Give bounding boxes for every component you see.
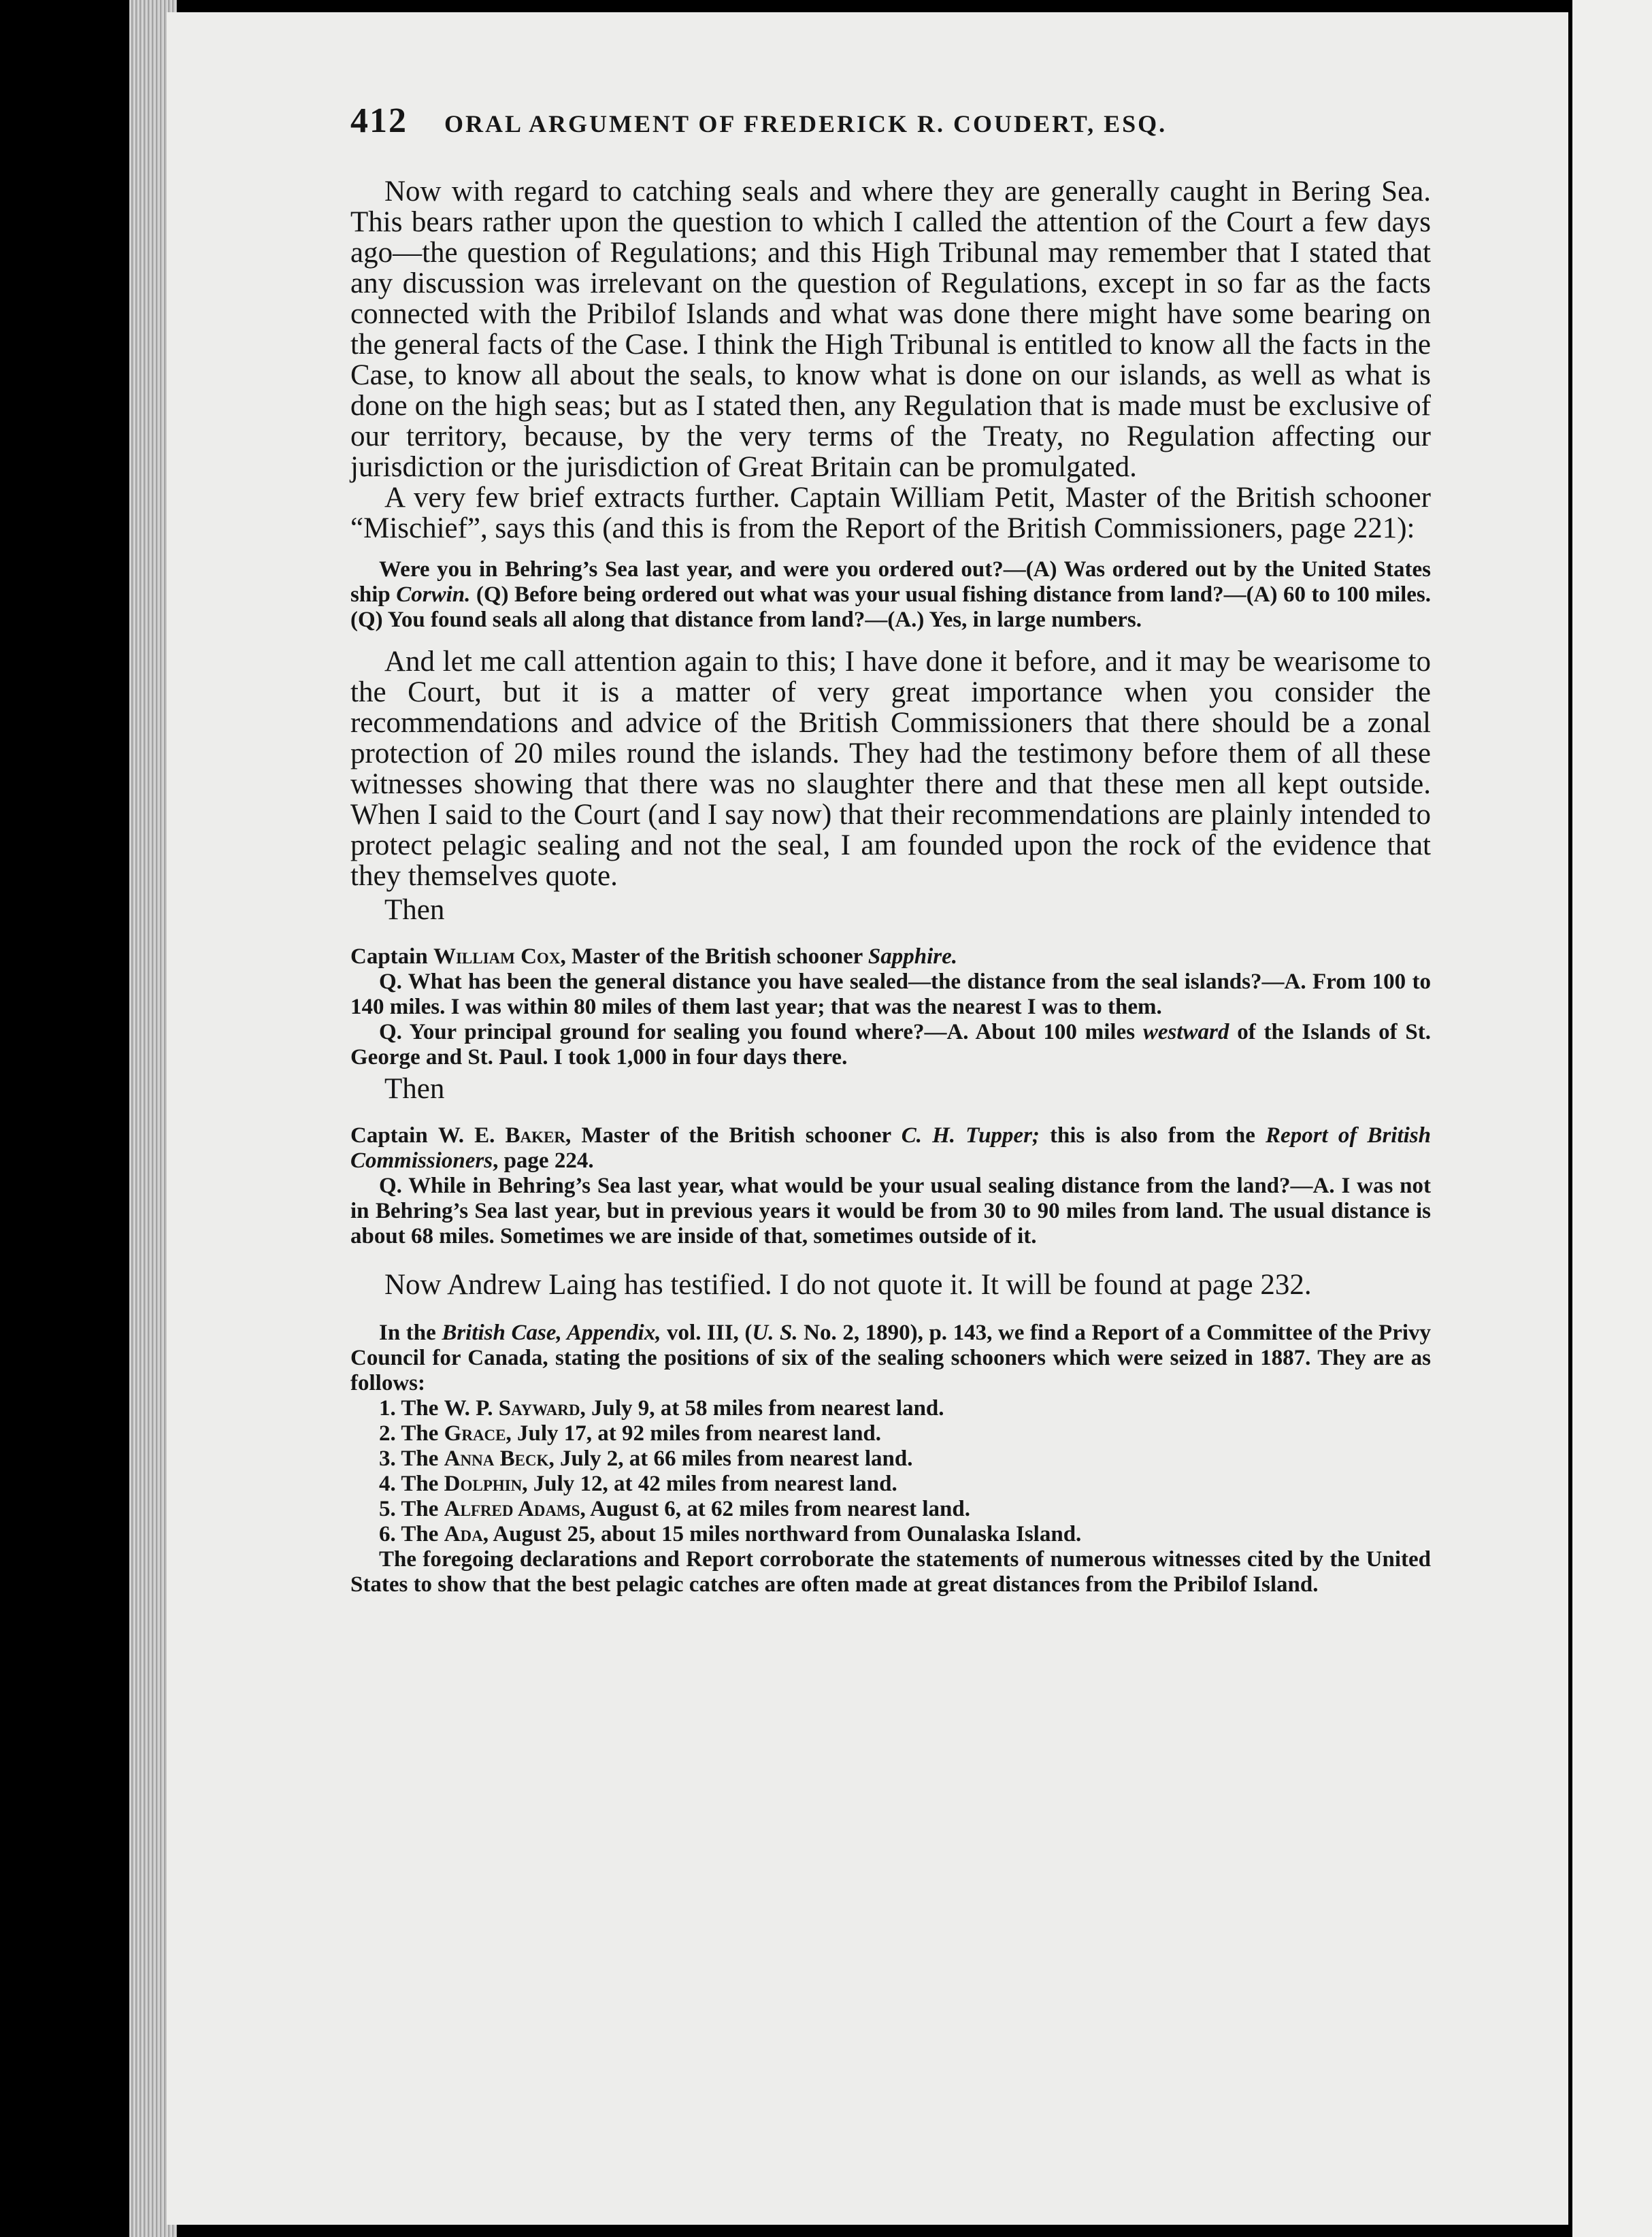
list-item — [350, 1421, 1431, 1446]
running-head: ORAL ARGUMENT OF FREDERICK R. COUDERT, ESQ. — [444, 110, 1168, 137]
captain-name-baker: W. E. Baker — [437, 1123, 566, 1148]
british-case-title: British Case, Appendix, — [442, 1321, 661, 1345]
list-item-detail: , July 12, at 42 miles from nearest land. — [522, 1472, 897, 1496]
extract-baker-intro — [350, 1123, 1431, 1174]
closing-paragraph: The foregoing declarations and Report corroborate the statements of numerous witnesses cited by the United States to show that the best pelagic catches are often made at great distances from the Pribilof Island. — [350, 1547, 1431, 1597]
paragraph-petit-intro: A very few brief extracts further. Captain William Petit, Master of the British schooner “Mischief”, says this (and this is from the Report of the British Commissioners, page 221): — [350, 482, 1431, 544]
list-item — [350, 1522, 1431, 1547]
facing-page-edge — [1572, 0, 1652, 2237]
seized-schooners-list — [350, 1396, 1431, 1547]
list-item — [350, 1446, 1431, 1472]
page-content — [350, 101, 1431, 1597]
list-item-number: 6. The — [379, 1522, 444, 1546]
cox-text-b: , Master of the British schooner — [560, 944, 868, 969]
final-text-b: vol. III, ( — [661, 1321, 753, 1345]
final-text-a: In the — [379, 1321, 442, 1345]
cox-q2-text-a: Q. Your principal ground for sealing you found where?—A. About 100 miles — [379, 1020, 1143, 1044]
extract-cox-q1: Q. What has been the general distance you have sealed—the distance from the seal islands?—A. From 100 to 140 miles. I was within 80 miles of them last year; that was the nearest I was to them. — [350, 970, 1431, 1019]
schooner-name: Alfred Adams — [444, 1497, 580, 1521]
extract-cox-q2 — [350, 1020, 1431, 1070]
extract-petit-text-a: Were you in Behring’s Sea last year, and were you ordered out?—(A) Was ordered out by the United States ship — [350, 557, 1431, 607]
list-item — [350, 1497, 1431, 1522]
then-heading-1: Then — [384, 894, 445, 926]
paragraph-regulations: Now with regard to catching seals and where they are generally caught in Bering Sea. This bears rather upon the question to which I called the attention of the Court a few days ago—the question of Regulations; and this High Tribunal may remember that I stated that any discussion was irrelevant on the question of Regulations, except in so far as the facts connected with the Pribilof Islands and what was done there might have some bearing on the general facts of the Case. I think the High Tribunal is entitled to know all the facts in the Case, to know all about the seals, to know what is done on our islands, as well as what is done on the high seas; but as I stated then, any Regulation that is made must be exclusive of our territory, because, by the very terms of the Treaty, no Regulation affecting our jurisdiction or the jurisdiction of Great Britain can be promulgated. — [350, 176, 1431, 483]
schooner-name: W. P. Sayward — [444, 1396, 580, 1421]
list-item-detail: , August 6, at 62 miles from nearest land. — [580, 1497, 970, 1521]
final-text-c: No. 2, 1890), p. 143, we find a Report of a Committee of the Privy Council for Canada, stating the positions of six of the sealing schooners which were seized in 1887. They are as follows: — [350, 1321, 1432, 1395]
cox-q2-text-b: of the Islands of St. George and St. Paul. I took 1,000 in four days there. — [350, 1020, 1431, 1070]
captain-name-cox: William Cox — [433, 944, 561, 969]
schooner-name: Anna Beck — [444, 1446, 549, 1471]
then-heading-2: Then — [384, 1073, 445, 1105]
ship-corwin: Corwin. — [396, 582, 471, 607]
extract-baker-q: Q. While in Behring’s Sea last year, what would be your usual sealing distance from the land?—A. I was not in Behring’s Sea last year, but in previous years it would be from 30 to 90 miles from land. The usual distance is about 68 miles. Sometimes we are inside of that, sometimes outside of it. — [350, 1174, 1431, 1248]
baker-text-a: Captain — [350, 1123, 438, 1148]
list-item — [350, 1396, 1431, 1421]
extract-privy-council — [350, 1321, 1431, 1396]
schooner-name: Dolphin — [444, 1472, 523, 1496]
extract-petit-text-b: (Q) Before being ordered out what was your usual fishing distance from land?—(A) 60 to 100 miles. (Q) You found seals all along that distance from land?—(A.) Yes, in large numbers. — [350, 582, 1431, 632]
list-item-number: 3. The — [379, 1446, 444, 1471]
ship-sapphire: Sapphire. — [868, 944, 958, 969]
paragraph-laing: Now Andrew Laing has testified. I do not quote it. It will be found at page 232. — [384, 1269, 1312, 1301]
report-title: Report of British Commissioners — [350, 1123, 1431, 1173]
list-item-detail: , July 17, at 92 miles from nearest land. — [506, 1421, 882, 1446]
schooner-name: Ada — [444, 1522, 483, 1546]
ship-ch-tupper: C. H. Tupper; — [901, 1123, 1040, 1148]
paragraph-zonal-protection: And let me call attention again to this; I have done it before, and it may be wearisome to the Court, but it is a matter of very great importance when you consider the recommendations and advice of the British Commissioners that there should be a zonal protection of 20 miles round the islands. They had the testimony before them of all these witnesses showing that there was no slaughter there and that these men all kept outside. When I said to the Court (and I say now) that their recommendations are plainly intended to protect pelagic sealing and not the seal, I am founded upon the rock of the evidence that they themselves quote. — [350, 646, 1431, 892]
extract-petit — [350, 557, 1431, 633]
baker-text-c: this is also from the — [1039, 1123, 1266, 1148]
list-item-detail: , July 9, at 58 miles from nearest land. — [580, 1396, 944, 1421]
us-abbrev: U. S. — [752, 1321, 798, 1345]
baker-text-d: , page 224. — [493, 1148, 594, 1173]
list-item-detail: , August 25, about 15 miles northward from Ounalaska Island. — [482, 1522, 1082, 1546]
list-item-detail: , July 2, at 66 miles from nearest land. — [548, 1446, 913, 1471]
cox-text-a: Captain — [350, 944, 433, 969]
baker-text-b: , Master of the British schooner — [565, 1123, 902, 1148]
list-item-number: 1. The — [379, 1396, 444, 1421]
word-westward: westward — [1142, 1020, 1229, 1044]
page-number: 412 — [350, 101, 408, 140]
page-header — [350, 101, 1431, 141]
list-item — [350, 1472, 1431, 1497]
list-item-number: 2. The — [379, 1421, 444, 1446]
extract-cox-intro — [350, 944, 1431, 970]
schooner-name: Grace — [444, 1421, 506, 1446]
list-item-number: 5. The — [379, 1497, 444, 1521]
list-item-number: 4. The — [379, 1472, 444, 1496]
